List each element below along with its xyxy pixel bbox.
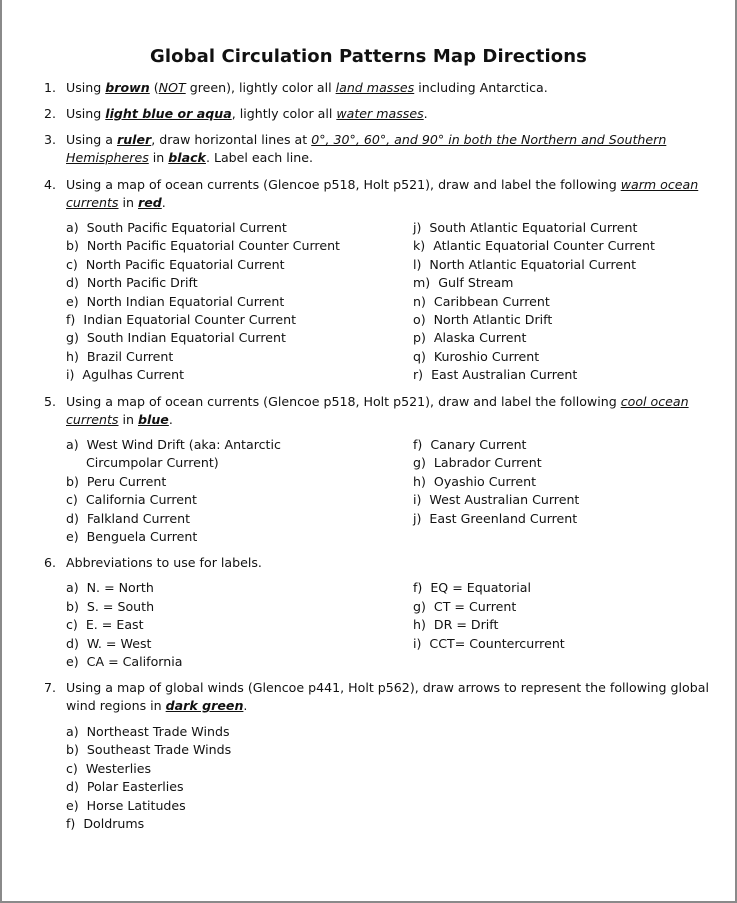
warm-current-item: h) Brazil Current bbox=[66, 348, 174, 364]
warm-current-item: n) Caribbean Current bbox=[413, 293, 550, 309]
warm-current-item: q) Kuroshio Current bbox=[413, 348, 540, 364]
abbreviation-item: e) CA = California bbox=[66, 654, 183, 669]
item-number: 4. bbox=[44, 177, 57, 192]
item-text: Using light blue or aqua, lightly color all water masses. bbox=[66, 106, 428, 121]
page-border-left bbox=[0, 0, 2, 903]
wind-region-item: e) Horse Latitudes bbox=[66, 797, 186, 813]
warm-current-item: k) Atlantic Equatorial Counter Current bbox=[413, 238, 655, 254]
abbreviation-item: i) CCT= Countercurrent bbox=[413, 635, 565, 651]
cool-current-item: f) Canary Current bbox=[413, 437, 527, 452]
wind-region-item: c) Westerlies bbox=[66, 760, 152, 776]
abbreviation-item: a) N. = North bbox=[66, 580, 154, 595]
cool-current-item: h) Oyashio Current bbox=[413, 473, 537, 489]
item-text: currents in red. bbox=[66, 195, 166, 210]
warm-current-item: e) North Indian Equatorial Current bbox=[66, 293, 285, 309]
item-text: Using brown (NOT green), lightly color all land masses including Antarctica. bbox=[66, 80, 548, 95]
item-number: 3. bbox=[44, 132, 57, 147]
cool-current-item: e) Benguela Current bbox=[66, 529, 198, 544]
warm-current-item: r) East Australian Current bbox=[413, 367, 578, 383]
abbreviation-item: h) DR = Drift bbox=[413, 617, 499, 632]
cool-current-item: i) West Australian Current bbox=[413, 492, 580, 508]
item-number: 6. bbox=[44, 555, 57, 570]
item-number: 5. bbox=[44, 394, 57, 409]
warm-current-item: d) North Pacific Drift bbox=[66, 275, 198, 291]
cool-current-item: a) West Wind Drift (aka: Antarctic bbox=[66, 437, 281, 452]
wind-region-item: a) Northeast Trade Winds bbox=[66, 724, 230, 739]
item-text: Hemispheres in black. Label each line. bbox=[66, 150, 314, 165]
cool-current-item: Circumpolar Current) bbox=[66, 455, 219, 471]
warm-current-item: l) North Atlantic Equatorial Current bbox=[413, 256, 637, 272]
abbreviation-item: b) S. = South bbox=[66, 598, 155, 614]
item-text: Abbreviations to use for labels. bbox=[66, 555, 262, 570]
warm-current-item: g) South Indian Equatorial Current bbox=[66, 330, 286, 346]
warm-current-item: f) Indian Equatorial Counter Current bbox=[66, 312, 297, 327]
wind-region-item: b) Southeast Trade Winds bbox=[66, 742, 232, 758]
warm-current-item: b) North Pacific Equatorial Counter Current bbox=[66, 238, 340, 254]
cool-current-item: d) Falkland Current bbox=[66, 510, 191, 526]
page-title: Global Circulation Patterns Map Directions bbox=[150, 46, 587, 67]
wind-region-item: f) Doldrums bbox=[66, 816, 145, 831]
cool-current-item: g) Labrador Current bbox=[413, 455, 542, 471]
item-number: 1. bbox=[44, 80, 57, 95]
abbreviation-item: c) E. = East bbox=[66, 617, 144, 632]
warm-current-item: i) Agulhas Current bbox=[66, 367, 185, 383]
abbreviation-item: f) EQ = Equatorial bbox=[413, 580, 531, 595]
warm-current-item: p) Alaska Current bbox=[413, 330, 527, 346]
item-text: wind regions in dark green. bbox=[66, 698, 248, 713]
cool-current-item: j) East Greenland Current bbox=[413, 510, 578, 526]
warm-current-item: c) North Pacific Equatorial Current bbox=[66, 256, 285, 272]
warm-current-item: m) Gulf Stream bbox=[413, 275, 514, 291]
cool-current-item: b) Peru Current bbox=[66, 473, 167, 489]
warm-current-item: j) South Atlantic Equatorial Current bbox=[413, 220, 638, 235]
item-text: Using a map of ocean currents (Glencoe p518, Holt p521), draw and label the following warm ocean bbox=[66, 177, 699, 192]
item-number: 7. bbox=[44, 680, 57, 695]
abbreviation-item: g) CT = Current bbox=[413, 598, 517, 614]
item-text: currents in blue. bbox=[66, 412, 173, 427]
warm-current-item: a) South Pacific Equatorial Current bbox=[66, 220, 287, 235]
item-text: Using a ruler, draw horizontal lines at 0°, 30°, 60°, and 90° in both the Northern and Southern bbox=[66, 132, 667, 147]
warm-current-item: o) North Atlantic Drift bbox=[413, 312, 553, 327]
item-text: Using a map of ocean currents (Glencoe p518, Holt p521), draw and label the following cool ocean bbox=[66, 394, 689, 409]
item-number: 2. bbox=[44, 106, 57, 121]
wind-region-item: d) Polar Easterlies bbox=[66, 779, 184, 795]
abbreviation-item: d) W. = West bbox=[66, 635, 152, 651]
cool-current-item: c) California Current bbox=[66, 492, 197, 508]
item-text: Using a map of global winds (Glencoe p441, Holt p562), draw arrows to represent the following global bbox=[66, 680, 709, 695]
